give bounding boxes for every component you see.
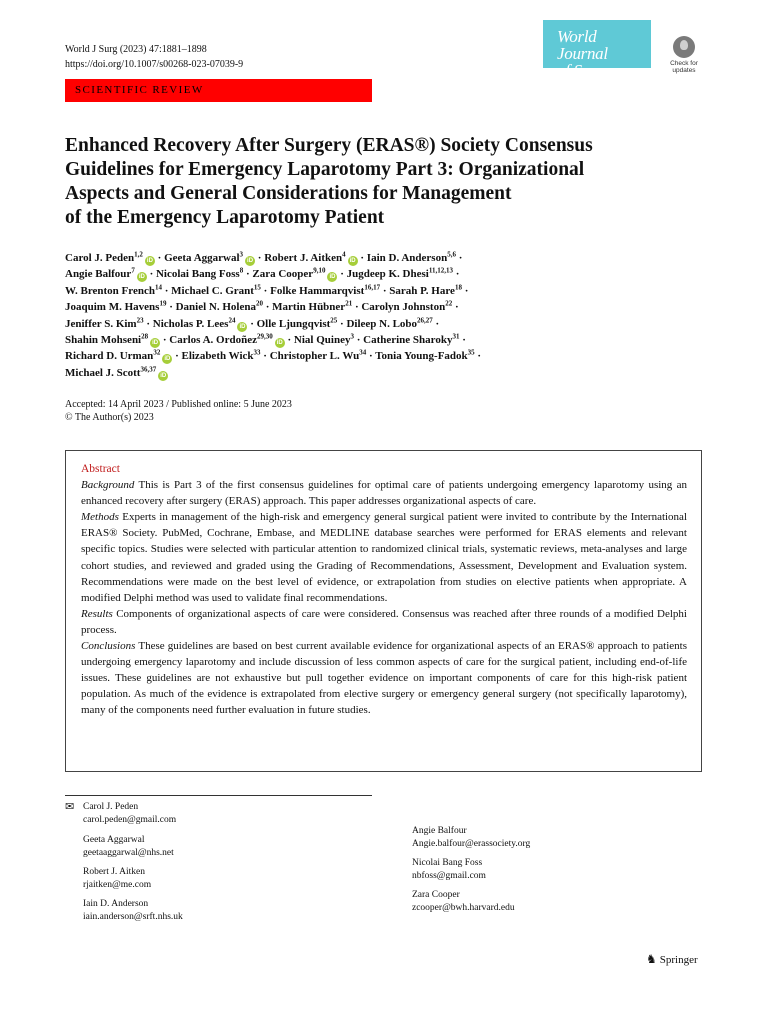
orcid-icon[interactable]: iD	[239, 323, 246, 330]
author-affiliation: 24	[228, 315, 236, 324]
author-entry	[65, 367, 168, 379]
contact-email[interactable]: rjaitken@me.com	[83, 880, 152, 890]
author-name[interactable]: Nicholas P. Lees	[152, 317, 229, 330]
author-separator: ·	[454, 301, 459, 314]
orcid-icon[interactable]: iD	[152, 340, 159, 347]
author-affiliation: 1,2	[134, 250, 143, 259]
author-entry	[171, 285, 270, 297]
publication-dates	[65, 398, 292, 424]
article-title	[65, 134, 705, 230]
footnote-divider	[65, 795, 372, 796]
publisher-mark	[646, 952, 698, 967]
author-entry	[65, 285, 171, 297]
contact-email[interactable]: Angie.balfour@erassociety.org	[412, 839, 531, 849]
contact-email[interactable]: nbfoss@gmail.com	[412, 871, 486, 881]
author-name[interactable]: Jeniffer S. Kim	[65, 317, 137, 330]
author-entry	[169, 334, 294, 346]
author-name[interactable]: Dileep N. Lobo	[346, 317, 418, 330]
author-name[interactable]: Daniel N. Holena	[175, 301, 256, 314]
author-entry	[152, 315, 257, 330]
author-name[interactable]: Zara Cooper	[252, 268, 314, 281]
author-separator: ·	[477, 350, 482, 363]
check-updates-line-2: updates	[672, 67, 696, 74]
author-entry	[389, 285, 468, 297]
author-name[interactable]: Carolyn Johnston	[361, 301, 446, 314]
orcid-icon[interactable]: iD	[276, 340, 283, 347]
author-separator: ·	[149, 268, 154, 281]
section-label: Conclusions	[81, 640, 136, 653]
contact-item	[83, 834, 174, 860]
check-updates-line-1: Check for	[670, 60, 698, 67]
author-name[interactable]: Martin Hübner	[272, 301, 346, 314]
section-label: Methods	[81, 511, 119, 524]
author-entry	[270, 350, 376, 362]
check-updates-text	[665, 60, 703, 74]
author-affiliation: 33	[253, 348, 261, 357]
author-separator: ·	[369, 350, 373, 363]
author-affiliation: 31	[452, 332, 460, 341]
author-affiliation: 7	[131, 266, 135, 275]
contact-name: Angie Balfour	[412, 826, 467, 836]
author-separator: ·	[157, 252, 162, 264]
author-affiliation: 18	[454, 283, 462, 292]
section-text: These guidelines are based on best current available evidence for organizational aspects of an ERAS® approach to patients undergoing emergency laparotomy and include discussion of less common aspects of care for the surgical patient, including end-of-life issues. These guidelines are not exhaustive but pull together evidence on important components of care for this high-risk patient population. As much of the evidence is extrapolated from elective surgery or emergency general surgery (not specifically laparotomy), many of the components need further evaluation in future studies.	[81, 640, 687, 717]
title-line: Enhanced Recovery After Surgery (ERAS®) Society Consensus	[65, 135, 593, 156]
abstract-section-results	[81, 606, 687, 638]
author-name[interactable]: Angie Balfour	[65, 268, 132, 281]
author-name[interactable]: W. Brenton French	[65, 284, 155, 297]
author-name[interactable]: Catherine Sharoky	[363, 334, 453, 347]
contact-item	[412, 889, 515, 915]
author-affiliation: 26,27	[417, 315, 433, 324]
author-list	[65, 250, 705, 381]
author-entry	[65, 301, 176, 313]
author-affiliation: 15	[253, 283, 261, 292]
contact-corresponding	[83, 801, 176, 827]
author-entry	[65, 252, 164, 264]
accepted-published-dates: Accepted: 14 April 2023 / Published online: 5 June 2023	[65, 399, 292, 410]
contact-name: Robert J. Aitken	[83, 867, 146, 877]
author-entry	[375, 350, 481, 362]
section-text: Components of organizational aspects of care were considered. Consensus was reached after three rounds of a modified Delphi process.	[81, 607, 687, 636]
author-separator: ·	[263, 350, 267, 363]
author-separator: ·	[146, 317, 151, 330]
contact-name: Iain D. Anderson	[83, 899, 149, 909]
author-affiliation: 36,37	[140, 365, 157, 374]
author-name[interactable]: Joaquim M. Havens	[65, 301, 160, 314]
author-entry	[367, 252, 463, 264]
check-for-updates-badge[interactable]	[665, 36, 703, 74]
author-entry	[346, 315, 440, 330]
author-separator: ·	[164, 284, 169, 297]
section-text: This is Part 3 of the first consensus guidelines for optimal care of patients undergoing emergency laparotomy using an enhanced recovery after surgery (ERAS) approach. This paper addresses organizational aspects of care.	[81, 479, 687, 508]
journal-issue: World J Surg (2023) 47:1881–1898	[65, 44, 207, 55]
author-separator: ·	[435, 317, 440, 330]
title-line: Guidelines for Emergency Laparotomy Part 3: Organizational	[65, 159, 585, 180]
section-text: Experts in management of the high-risk and emergency general surgical patient were invited to contribute by the International ERAS® Society. PubMed, Cochrane, Embase, and MEDLINE database searches were performed for ERAS elements and relevant specific topics. Studies were selected with particular attention to randomized clinical trials, systematic reviews, meta-analyses and large cohort studies, and reviewed and graded using the Grading of Recommendations, Assessment, Development and Evaluation system. Recommendations were made on the best level of evidence, or extrapolation from studies on elective patients when appropriate. A modified Delphi method was used to validate final recommendations.	[81, 511, 688, 604]
author-name[interactable]: Richard D. Urman	[65, 350, 154, 363]
publisher-name: Springer	[659, 954, 698, 966]
author-name[interactable]: Michael C. Grant	[171, 284, 254, 297]
contact-name: Carol J. Peden	[83, 802, 139, 812]
contact-item	[412, 857, 486, 883]
author-separator: ·	[462, 334, 466, 347]
author-separator: ·	[340, 317, 344, 330]
author-separator: ·	[265, 301, 270, 314]
orcid-icon[interactable]: iD	[164, 356, 171, 363]
author-name[interactable]: Carol J. Peden	[65, 252, 135, 264]
section-label: Results	[81, 607, 113, 620]
author-separator: ·	[464, 284, 469, 297]
doi-link[interactable]: https://doi.org/10.1007/s00268-023-07039-9	[65, 59, 244, 70]
author-name[interactable]: Olle Ljungqvist	[256, 317, 331, 330]
author-separator: ·	[162, 334, 167, 347]
author-affiliation: 29,30	[257, 332, 273, 341]
author-affiliation: 22	[445, 299, 453, 308]
contact-item	[83, 866, 151, 892]
author-separator: ·	[287, 334, 292, 347]
author-separator: ·	[360, 252, 365, 264]
journal-citation	[65, 42, 243, 72]
author-affiliation: 23	[136, 315, 144, 324]
author-name[interactable]: Folke Hammarqvist	[270, 284, 365, 297]
author-entry	[65, 334, 169, 346]
author-name[interactable]: Jugdeep K. Dhesi	[346, 268, 429, 281]
author-name[interactable]: Michael J. Scott	[65, 366, 141, 379]
author-separator: ·	[245, 268, 250, 281]
author-entry	[156, 268, 252, 280]
author-entry	[294, 334, 363, 346]
author-separator: ·	[263, 284, 268, 297]
author-entry	[272, 301, 361, 313]
author-affiliation: 28	[141, 332, 149, 341]
author-entry	[361, 301, 458, 313]
contact-email[interactable]: zcooper@bwh.harvard.edu	[412, 903, 515, 913]
springer-horse-icon: ♞	[646, 952, 657, 966]
abstract-heading: Abstract	[81, 463, 120, 475]
contact-email[interactable]: carol.peden@gmail.com	[83, 815, 177, 825]
title-line: of the Emergency Laparotomy Patient	[65, 207, 385, 228]
contact-name: Zara Cooper	[412, 890, 460, 900]
author-affiliation: 32	[153, 348, 161, 357]
abstract-section-methods	[81, 509, 687, 606]
section-label: Background	[81, 479, 135, 492]
contact-email[interactable]: geetaaggarwal@nhs.net	[83, 848, 174, 858]
author-name[interactable]: Shahin Mohseni	[65, 334, 142, 347]
author-entry	[270, 285, 389, 297]
author-affiliation: 9,10	[313, 266, 326, 275]
author-affiliation: 3	[239, 250, 244, 259]
author-name[interactable]: Robert J. Aitken	[264, 252, 343, 264]
journal-logo[interactable]	[543, 20, 651, 80]
contact-email[interactable]: iain.anderson@srft.nhs.uk	[83, 912, 183, 922]
author-separator: ·	[455, 268, 460, 281]
envelope-icon: ✉	[65, 801, 75, 813]
author-separator: ·	[356, 334, 361, 347]
author-separator: ·	[175, 350, 179, 363]
contact-item	[83, 898, 183, 924]
article-type-banner: SCIENTIFIC REVIEW	[65, 79, 372, 102]
author-affiliation: 14	[154, 283, 162, 292]
author-separator: ·	[382, 284, 387, 297]
author-entry	[164, 252, 264, 264]
author-name[interactable]: Sarah P. Hare	[389, 284, 455, 297]
orcid-icon[interactable]: iD	[247, 258, 254, 264]
author-entry	[65, 350, 181, 362]
author-entry	[363, 334, 466, 346]
author-affiliation: 25	[330, 315, 338, 324]
author-affiliation: 21	[345, 299, 353, 308]
author-entry	[181, 350, 269, 362]
author-affiliation: 4	[342, 250, 346, 259]
orcid-icon[interactable]: iD	[146, 258, 153, 264]
author-affiliation: 34	[359, 348, 367, 357]
author-separator: ·	[169, 301, 173, 314]
author-name[interactable]: Iain D. Anderson	[366, 252, 448, 264]
abstract-section-background	[81, 477, 687, 509]
contact-item	[412, 825, 530, 851]
author-affiliation: 20	[255, 299, 263, 308]
author-name[interactable]: Nicolai Bang Foss	[155, 268, 240, 281]
author-separator: ·	[250, 317, 254, 330]
author-separator: ·	[458, 252, 463, 264]
orcid-icon[interactable]: iD	[138, 274, 145, 281]
logo-line-2: of Surgery	[557, 61, 625, 80]
author-affiliation: 5,6	[447, 250, 456, 259]
author-separator: ·	[257, 252, 262, 264]
author-name[interactable]: Christopher L. Wu	[269, 350, 360, 363]
author-separator: ·	[340, 268, 344, 281]
logo-line-1: World Journal	[557, 27, 608, 63]
author-entry	[252, 268, 346, 280]
author-name[interactable]: Tonia Young-Fadok	[375, 350, 468, 363]
author-affiliation: 35	[467, 348, 475, 357]
author-affiliation: 8	[239, 266, 244, 275]
abstract-section-conclusions	[81, 638, 687, 718]
orcid-icon[interactable]: iD	[329, 274, 336, 281]
contact-name: Geeta Aggarwal	[83, 835, 145, 845]
author-name[interactable]: Carlos A. Ordoñez	[169, 334, 257, 347]
abstract-box	[65, 450, 702, 772]
author-entry	[347, 268, 460, 280]
crossmark-icon	[673, 36, 695, 58]
author-separator: ·	[354, 301, 359, 314]
contact-name: Nicolai Bang Foss	[412, 858, 483, 868]
author-affiliation: 19	[159, 299, 167, 308]
author-name[interactable]: Elizabeth Wick	[181, 350, 254, 363]
author-entry	[264, 252, 367, 264]
author-entry	[256, 315, 347, 330]
orcid-icon[interactable]: iD	[160, 372, 167, 379]
author-affiliation: 16,17	[364, 283, 381, 292]
title-line: Aspects and General Considerations for Management	[65, 183, 512, 204]
author-affiliation: 3	[350, 332, 354, 341]
author-entry	[65, 268, 156, 280]
author-affiliation: 11,12,13	[428, 266, 453, 275]
author-entry	[176, 301, 273, 313]
copyright-line: © The Author(s) 2023	[65, 412, 154, 423]
author-name[interactable]: Geeta Aggarwal	[164, 252, 240, 264]
author-name[interactable]: Nial Quiney	[293, 334, 351, 347]
author-entry	[65, 315, 153, 330]
orcid-icon[interactable]: iD	[349, 258, 356, 264]
